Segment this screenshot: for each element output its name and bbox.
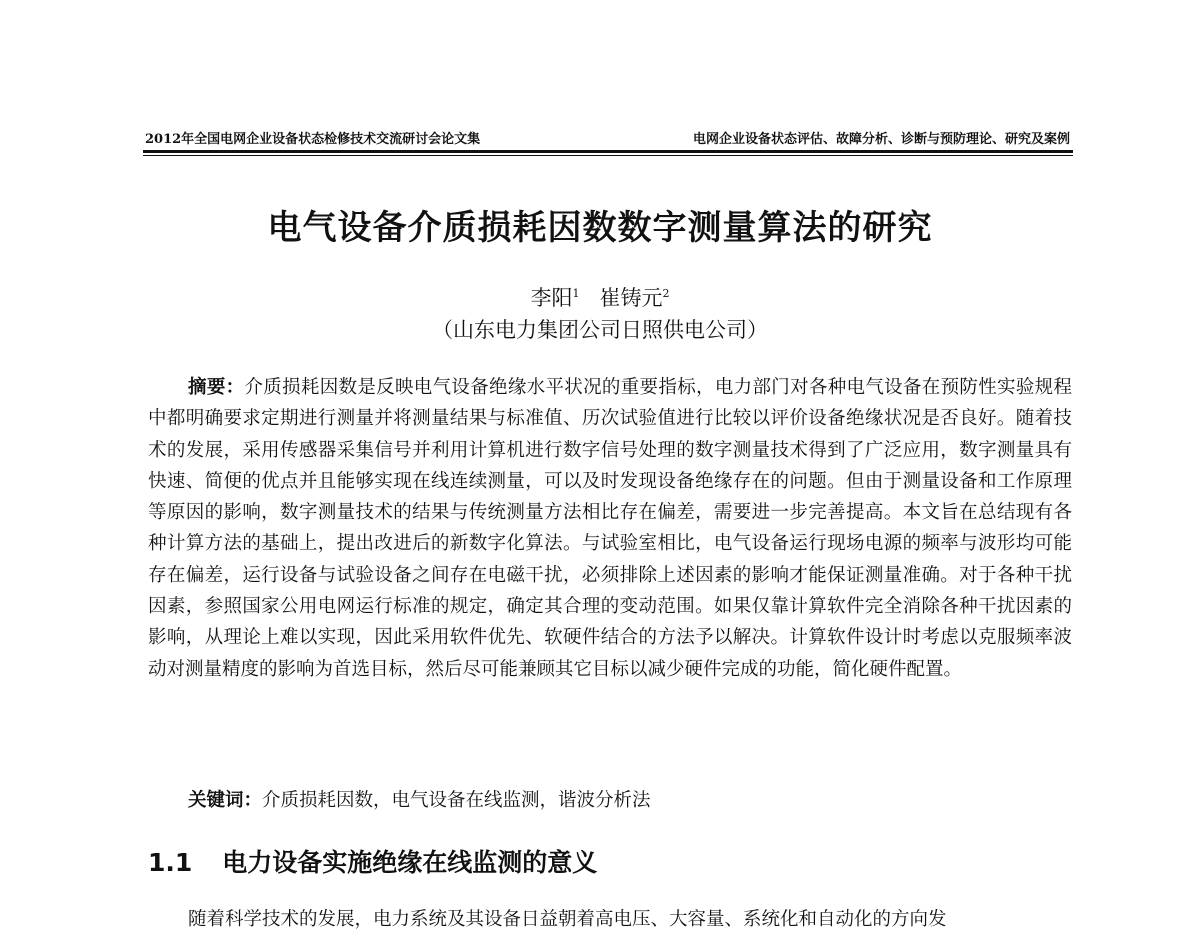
section-heading — [148, 843, 597, 879]
header-proceedings-title: 2012年全国电网企业设备状态检修技术交流研讨会论文集 — [145, 132, 481, 147]
running-header — [145, 128, 1070, 150]
body-text-partial: 随着科学技术的发展，电力系统及其设备日益朝着高电压、大容量、系统化和自动化的方向发 — [188, 909, 947, 930]
author-line — [0, 282, 1200, 312]
header-rule-thick — [143, 150, 1073, 153]
header-rule-thin — [143, 155, 1073, 156]
header-topic: 电网企业设备状态评估、故障分析、诊断与预防理论、研究及案例 — [692, 132, 1070, 147]
author-name: 李阳 — [530, 286, 573, 310]
abstract-label: 摘要： — [188, 377, 245, 398]
abstract-text: 介质损耗因数是反映电气设备绝缘水平状况的重要指标，电力部门对各种电气设备在预防性实验规程中都明确要求定期进行测量并将测量结果与标准值、历次试验值进行比较以评价设备绝缘状况是否良好。随着技术的发展，采用传感器采集信号并利用计算机进行数字信号处理的数字测量技术得到了广泛应用，数字测量具有快速、简便的优点并且能够实现在线连续测量，可以及时发现设备绝缘存在的问题。但由于测量设备和工作原理等原因的影响，数字测量技术的结果与传统测量方法相比存在偏差，需要进一步完善提高。本文旨在总结现有各种计算方法的基础上，提出改进后的新数字化算法。与试验室相比，电气设备运行现场电源的频率与波形均可能存在偏差，运行设备与试验设备之间存在电磁干扰，必须排除上述因素的影响才能保证测量准确。对于各种干扰因素，参照国家公用电网运行标准的规定，确定其合理的变动范围。如果仅靠计算软件完全消除各种干扰因素的影响，从理论上难以实现，因此采用软件优先、软硬件结合的方法予以解决。计算软件设计时考虑以克服频率波动对测量精度的影响为首选目标，然后尽可能兼顾其它目标以减少硬件完成的功能，简化硬件配置。 — [148, 377, 1072, 680]
paper-title: 电气设备介质损耗因数数字测量算法的研究 — [267, 208, 933, 248]
author-affiliation-mark: 2 — [662, 287, 670, 300]
author-affiliation-mark: 1 — [572, 287, 580, 300]
keywords-label: 关键词： — [188, 790, 263, 811]
author-name: 崔铸元 — [599, 286, 663, 310]
affiliation: （山东电力集团公司日照供电公司） — [432, 318, 768, 342]
keywords — [188, 786, 651, 812]
keywords-text: 介质损耗因数，电气设备在线监测，谐波分析法 — [262, 790, 651, 811]
abstract — [148, 372, 1072, 685]
section-number: 1.1 — [148, 848, 193, 877]
section-title: 电力设备实施绝缘在线监测的意义 — [222, 848, 598, 877]
